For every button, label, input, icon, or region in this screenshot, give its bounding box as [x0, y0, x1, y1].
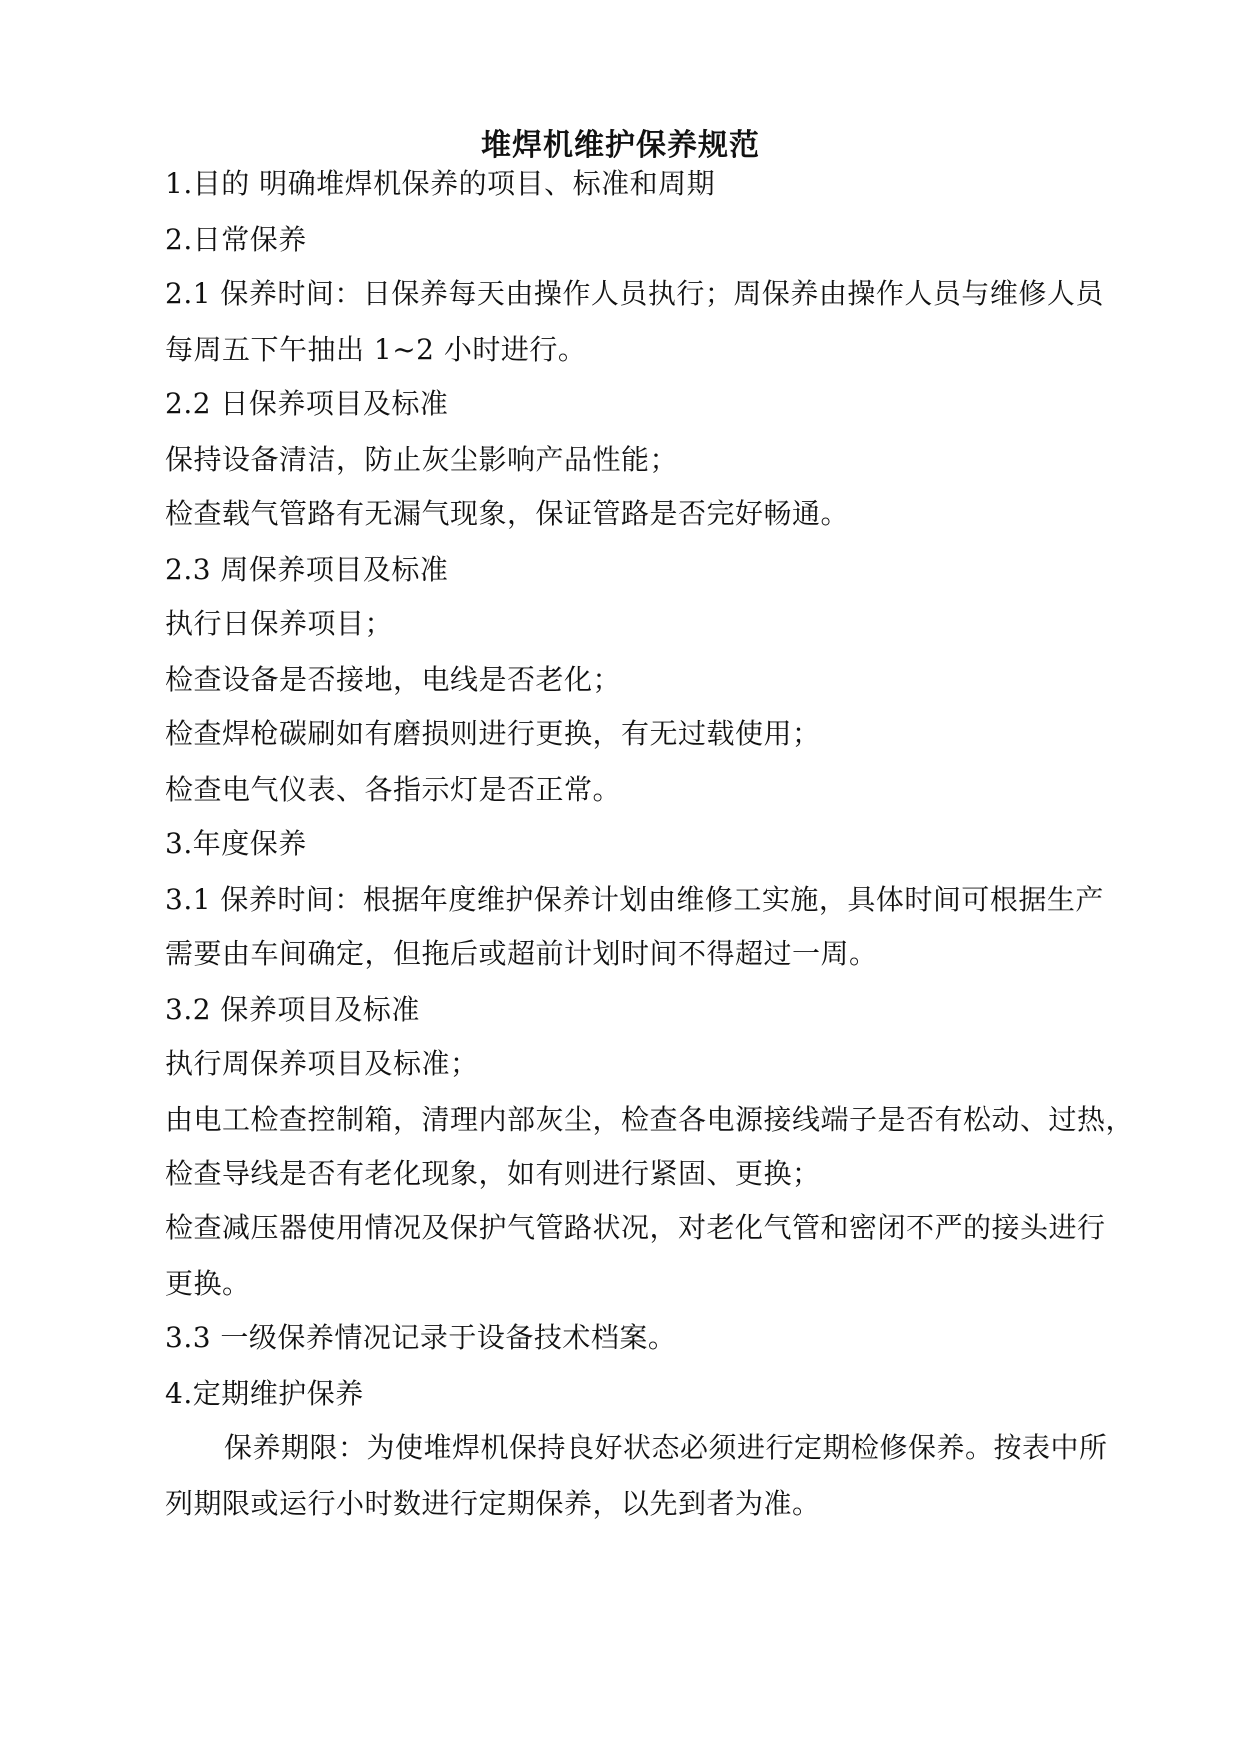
daily-item-2: 检查载气管路有无漏气现象，保证管路是否完好畅通。 — [165, 497, 850, 530]
weekly-item-4: 检查电气仪表、各指示灯是否正常。 — [165, 773, 622, 806]
section-3-2-heading: 3.2 保养项目及标准 — [165, 993, 420, 1026]
section-2-1-line-2: 每周五下午抽出 1~2 小时进行。 — [165, 333, 587, 366]
section-4-heading: 4.定期维护保养 — [165, 1377, 364, 1410]
periodic-paragraph-line-2: 列期限或运行小时数进行定期保养，以先到者为准。 — [165, 1487, 821, 1520]
section-2-3-heading: 2.3 周保养项目及标准 — [165, 553, 449, 586]
page-title: 堆焊机维护保养规范 — [481, 128, 760, 163]
annual-item-3-line-1: 检查减压器使用情况及保护气管路状况，对老化气管和密闭不严的接头进行 — [165, 1211, 1106, 1244]
annual-item-2-line-1: 由电工检查控制箱，清理内部灰尘，检查各电源接线端子是否有松动、过热， — [165, 1103, 1135, 1136]
weekly-item-3: 检查焊枪碳刷如有磨损则进行更换，有无过载使用； — [165, 717, 821, 750]
periodic-paragraph-line-1: 保养期限：为使堆焊机保持良好状态必须进行定期检修保养。按表中所 — [224, 1431, 1108, 1464]
weekly-item-2: 检查设备是否接地，电线是否老化； — [165, 663, 622, 696]
section-2-heading: 2.日常保养 — [165, 223, 307, 256]
daily-item-1: 保持设备清洁，防止灰尘影响产品性能； — [165, 443, 679, 476]
section-3-3: 3.3 一级保养情况记录于设备技术档案。 — [165, 1321, 677, 1354]
section-3-heading: 3.年度保养 — [165, 827, 307, 860]
section-3-1-line-2: 需要由车间确定，但拖后或超前计划时间不得超过一周。 — [165, 937, 878, 970]
section-2-2-heading: 2.2 日保养项目及标准 — [165, 387, 449, 420]
weekly-item-1: 执行日保养项目； — [165, 607, 394, 640]
section-1-purpose: 1.目的 明确堆焊机保养的项目、标准和周期 — [165, 167, 716, 200]
section-3-1-line-1: 3.1 保养时间：根据年度维护保养计划由维修工实施，具体时间可根据生产 — [165, 883, 1104, 916]
annual-item-3-line-2: 更换。 — [165, 1267, 251, 1300]
annual-item-1: 执行周保养项目及标准； — [165, 1047, 479, 1080]
annual-item-2-line-2: 检查导线是否有老化现象，如有则进行紧固、更换； — [165, 1157, 821, 1190]
section-2-1-line-1: 2.1 保养时间：日保养每天由操作人员执行；周保养由操作人员与维修人员 — [165, 277, 1104, 310]
